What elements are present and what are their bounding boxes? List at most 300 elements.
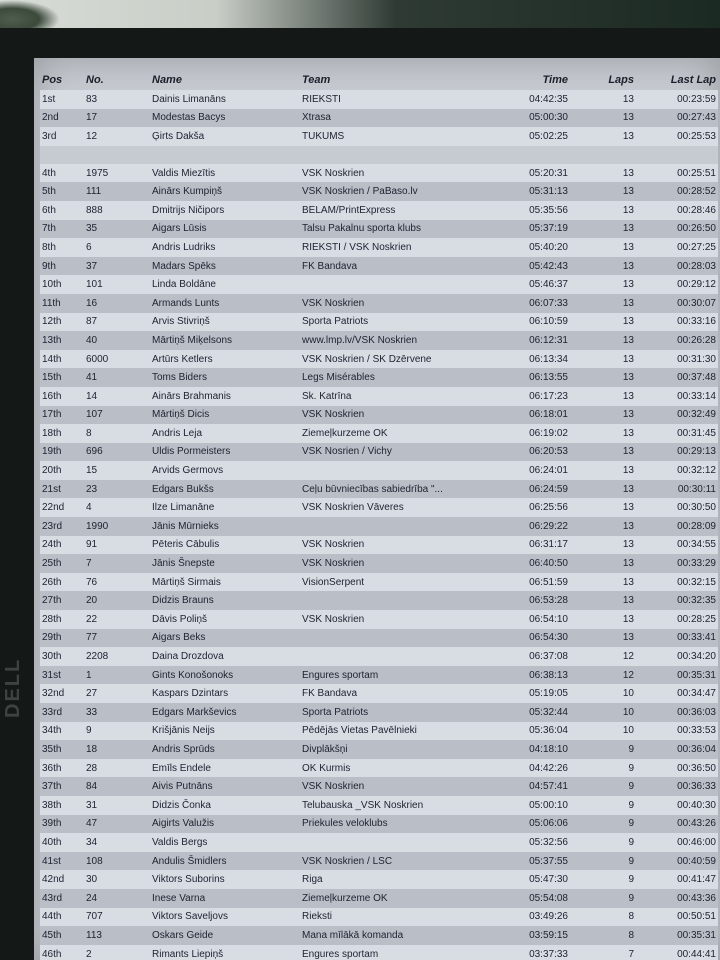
bib-number-cell: 23 bbox=[84, 480, 150, 499]
last-lap-cell: 00:36:50 bbox=[636, 759, 718, 778]
position-cell: 18th bbox=[40, 424, 84, 443]
laps-cell: 13 bbox=[570, 350, 636, 369]
time-cell: 05:37:55 bbox=[474, 852, 570, 871]
bib-number-cell: 888 bbox=[84, 201, 150, 220]
name-cell: Pēteris Cābulis bbox=[150, 536, 300, 555]
name-cell: Arvis Stivriņš bbox=[150, 313, 300, 332]
laps-cell: 9 bbox=[570, 796, 636, 815]
last-lap-cell: 00:41:47 bbox=[636, 870, 718, 889]
name-cell: Ilze Limanāne bbox=[150, 498, 300, 517]
position-cell: 12th bbox=[40, 313, 84, 332]
last-lap-cell: 00:35:31 bbox=[636, 926, 718, 945]
header-row bbox=[40, 58, 718, 90]
name-cell: Toms Biders bbox=[150, 368, 300, 387]
position-cell: 28th bbox=[40, 610, 84, 629]
name-cell: Krišjānis Neijs bbox=[150, 722, 300, 741]
last-lap-cell: 00:37:48 bbox=[636, 368, 718, 387]
time-cell: 06:17:23 bbox=[474, 387, 570, 406]
laps-cell: 12 bbox=[570, 647, 636, 666]
laps-cell: 13 bbox=[570, 461, 636, 480]
bib-number-cell: 14 bbox=[84, 387, 150, 406]
team-cell: Divplākšņi bbox=[300, 740, 474, 759]
laps-cell: 13 bbox=[570, 109, 636, 128]
bib-number-cell: 107 bbox=[84, 406, 150, 425]
position-cell: 24th bbox=[40, 536, 84, 555]
laps-cell: 13 bbox=[570, 90, 636, 109]
laps-cell: 13 bbox=[570, 480, 636, 499]
time-cell: 06:24:59 bbox=[474, 480, 570, 499]
team-cell: VSK Noskrien / LSC bbox=[300, 852, 474, 871]
laps-cell: 9 bbox=[570, 740, 636, 759]
time-cell: 06:37:08 bbox=[474, 647, 570, 666]
position-cell: 36th bbox=[40, 759, 84, 778]
laps-cell: 9 bbox=[570, 759, 636, 778]
table-row bbox=[40, 945, 718, 960]
position-cell: 27th bbox=[40, 591, 84, 610]
team-cell: VisionSerpent bbox=[300, 573, 474, 592]
table-row bbox=[40, 517, 718, 536]
time-cell: 03:37:33 bbox=[474, 945, 570, 960]
position-cell: 25th bbox=[40, 554, 84, 573]
table-row bbox=[40, 109, 718, 128]
laps-cell: 13 bbox=[570, 127, 636, 146]
bib-number-cell: 83 bbox=[84, 90, 150, 109]
last-lap-cell: 00:28:09 bbox=[636, 517, 718, 536]
name-cell: Jānis Mūrnieks bbox=[150, 517, 300, 536]
bib-number-cell: 6 bbox=[84, 238, 150, 257]
last-lap-cell: 00:25:51 bbox=[636, 164, 718, 183]
name-cell: Edgars Markševics bbox=[150, 703, 300, 722]
team-cell: Rieksti bbox=[300, 908, 474, 927]
position-cell: 45th bbox=[40, 926, 84, 945]
time-cell: 05:00:30 bbox=[474, 109, 570, 128]
position-cell: 2nd bbox=[40, 109, 84, 128]
laps-cell: 13 bbox=[570, 331, 636, 350]
table-row bbox=[40, 443, 718, 462]
table-row bbox=[40, 666, 718, 685]
table-row bbox=[40, 926, 718, 945]
last-lap-cell: 00:32:15 bbox=[636, 573, 718, 592]
team-cell: OK Kurmis bbox=[300, 759, 474, 778]
team-cell: VSK Noskrien / SK Dzērvene bbox=[300, 350, 474, 369]
team-cell: VSK Noskrien bbox=[300, 610, 474, 629]
time-cell: 06:20:53 bbox=[474, 443, 570, 462]
name-cell: Aivis Putnāns bbox=[150, 777, 300, 796]
position-cell: 44th bbox=[40, 908, 84, 927]
position-cell: 17th bbox=[40, 406, 84, 425]
time-cell: 06:13:34 bbox=[474, 350, 570, 369]
laps-cell: 9 bbox=[570, 889, 636, 908]
bib-number-cell: 9 bbox=[84, 722, 150, 741]
header-last-lap: Last Lap bbox=[670, 74, 716, 86]
bib-number-cell: 2 bbox=[84, 945, 150, 960]
bib-number-cell: 111 bbox=[84, 182, 150, 201]
last-lap-cell: 00:30:11 bbox=[636, 480, 718, 499]
time-cell: 04:18:10 bbox=[474, 740, 570, 759]
last-lap-cell: 00:25:53 bbox=[636, 127, 718, 146]
position-cell: 33rd bbox=[40, 703, 84, 722]
time-cell: 04:57:41 bbox=[474, 777, 570, 796]
time-cell: 06:13:55 bbox=[474, 368, 570, 387]
last-lap-cell: 00:32:49 bbox=[636, 406, 718, 425]
laps-cell: 10 bbox=[570, 684, 636, 703]
last-lap-cell: 00:30:50 bbox=[636, 498, 718, 517]
last-lap-cell: 00:28:46 bbox=[636, 201, 718, 220]
time-cell: 05:46:37 bbox=[474, 275, 570, 294]
position-cell: 26th bbox=[40, 573, 84, 592]
position-cell: 13th bbox=[40, 331, 84, 350]
time-cell: 05:19:05 bbox=[474, 684, 570, 703]
name-cell: Andulis Šmidlers bbox=[150, 852, 300, 871]
table-row bbox=[40, 554, 718, 573]
last-lap-cell: 00:43:36 bbox=[636, 889, 718, 908]
bib-number-cell: 17 bbox=[84, 109, 150, 128]
bib-number-cell: 28 bbox=[84, 759, 150, 778]
last-lap-cell: 00:30:07 bbox=[636, 294, 718, 313]
bib-number-cell: 15 bbox=[84, 461, 150, 480]
team-cell: Sporta Patriots bbox=[300, 313, 474, 332]
position-cell: 10th bbox=[40, 275, 84, 294]
position-cell: 7th bbox=[40, 220, 84, 239]
team-cell: Sporta Patriots bbox=[300, 703, 474, 722]
laps-cell: 7 bbox=[570, 945, 636, 960]
team-cell: VSK Noskrien bbox=[300, 406, 474, 425]
bib-number-cell: 1990 bbox=[84, 517, 150, 536]
laps-cell: 8 bbox=[570, 908, 636, 927]
team-cell: Engures sportam bbox=[300, 666, 474, 685]
bib-number-cell: 34 bbox=[84, 833, 150, 852]
results-screen bbox=[34, 58, 720, 960]
bib-number-cell: 37 bbox=[84, 257, 150, 276]
table-row bbox=[40, 498, 718, 517]
name-cell: Kaspars Dzintars bbox=[150, 684, 300, 703]
team-cell: www.lmp.lv/VSK Noskrien bbox=[300, 331, 474, 350]
team-cell: Legs Misérables bbox=[300, 368, 474, 387]
position-cell: 4th bbox=[40, 164, 84, 183]
time-cell: 05:00:10 bbox=[474, 796, 570, 815]
position-cell: 11th bbox=[40, 294, 84, 313]
table-row bbox=[40, 852, 718, 871]
laps-cell: 13 bbox=[570, 629, 636, 648]
laps-cell: 10 bbox=[570, 722, 636, 741]
last-lap-cell: 00:34:47 bbox=[636, 684, 718, 703]
team-cell: VSK Noskrien bbox=[300, 294, 474, 313]
team-cell bbox=[300, 833, 474, 852]
time-cell: 05:02:25 bbox=[474, 127, 570, 146]
position-cell: 41st bbox=[40, 852, 84, 871]
bib-number-cell: 8 bbox=[84, 424, 150, 443]
header-name: Name bbox=[152, 74, 182, 86]
name-cell: Viktors Suborins bbox=[150, 870, 300, 889]
name-cell: Artūrs Ketlers bbox=[150, 350, 300, 369]
position-cell: 22nd bbox=[40, 498, 84, 517]
laps-cell: 13 bbox=[570, 498, 636, 517]
table-row bbox=[40, 90, 718, 109]
position-cell: 31st bbox=[40, 666, 84, 685]
table-row bbox=[40, 127, 718, 146]
monitor-logo: DELL bbox=[2, 657, 24, 718]
name-cell: Ainārs Kumpiņš bbox=[150, 182, 300, 201]
time-cell: 06:40:50 bbox=[474, 554, 570, 573]
time-cell: 06:12:31 bbox=[474, 331, 570, 350]
time-cell: 06:38:13 bbox=[474, 666, 570, 685]
last-lap-cell: 00:31:45 bbox=[636, 424, 718, 443]
laps-cell: 13 bbox=[570, 573, 636, 592]
name-cell: Andris Sprūds bbox=[150, 740, 300, 759]
name-cell: Modestas Bacys bbox=[150, 109, 300, 128]
team-cell: Ziemeļkurzeme OK bbox=[300, 889, 474, 908]
time-cell: 05:42:43 bbox=[474, 257, 570, 276]
table-row bbox=[40, 740, 718, 759]
position-cell: 35th bbox=[40, 740, 84, 759]
name-cell: Didzis Čonka bbox=[150, 796, 300, 815]
time-cell: 04:42:26 bbox=[474, 759, 570, 778]
time-cell: 06:18:01 bbox=[474, 406, 570, 425]
laps-cell: 10 bbox=[570, 703, 636, 722]
last-lap-cell: 00:33:14 bbox=[636, 387, 718, 406]
name-cell: Mārtiņš Sirmais bbox=[150, 573, 300, 592]
table-row bbox=[40, 461, 718, 480]
table-row bbox=[40, 368, 718, 387]
team-cell: VSK Nosrien / Vichy bbox=[300, 443, 474, 462]
team-cell bbox=[300, 461, 474, 480]
position-cell: 15th bbox=[40, 368, 84, 387]
table-row bbox=[40, 815, 718, 834]
bib-number-cell: 30 bbox=[84, 870, 150, 889]
name-cell: Andris Leja bbox=[150, 424, 300, 443]
laps-cell: 13 bbox=[570, 387, 636, 406]
team-cell: Ziemeļkurzeme OK bbox=[300, 424, 474, 443]
table-row bbox=[40, 313, 718, 332]
bib-number-cell: 84 bbox=[84, 777, 150, 796]
bib-number-cell: 47 bbox=[84, 815, 150, 834]
table-row bbox=[40, 350, 718, 369]
table-row bbox=[40, 387, 718, 406]
last-lap-cell: 00:36:04 bbox=[636, 740, 718, 759]
position-cell: 43rd bbox=[40, 889, 84, 908]
time-cell: 05:32:56 bbox=[474, 833, 570, 852]
name-cell: Armands Lunts bbox=[150, 294, 300, 313]
laps-cell: 13 bbox=[570, 294, 636, 313]
team-cell: VSK Noskrien bbox=[300, 777, 474, 796]
header-no: No. bbox=[86, 74, 104, 86]
bib-number-cell: 31 bbox=[84, 796, 150, 815]
table-row bbox=[40, 424, 718, 443]
bib-number-cell: 77 bbox=[84, 629, 150, 648]
name-cell: Aigirts Valužis bbox=[150, 815, 300, 834]
name-cell: Dainis Limanāns bbox=[150, 90, 300, 109]
bib-number-cell: 108 bbox=[84, 852, 150, 871]
position-cell: 9th bbox=[40, 257, 84, 276]
team-cell: RIEKSTI / VSK Noskrien bbox=[300, 238, 474, 257]
position-cell: 46th bbox=[40, 945, 84, 960]
table-row bbox=[40, 703, 718, 722]
position-cell: 14th bbox=[40, 350, 84, 369]
position-cell: 16th bbox=[40, 387, 84, 406]
team-cell: Pēdējās Vietas Pavēlnieki bbox=[300, 722, 474, 741]
name-cell: Oskars Geide bbox=[150, 926, 300, 945]
position-cell: 42nd bbox=[40, 870, 84, 889]
bib-number-cell: 87 bbox=[84, 313, 150, 332]
laps-cell: 9 bbox=[570, 870, 636, 889]
table-row bbox=[40, 870, 718, 889]
table-row bbox=[40, 294, 718, 313]
table-row bbox=[40, 257, 718, 276]
team-cell: FK Bandava bbox=[300, 684, 474, 703]
position-cell: 39th bbox=[40, 815, 84, 834]
name-cell: Andris Ludriks bbox=[150, 238, 300, 257]
laps-cell: 13 bbox=[570, 164, 636, 183]
table-row bbox=[40, 201, 718, 220]
team-cell: Xtrasa bbox=[300, 109, 474, 128]
laps-cell: 12 bbox=[570, 666, 636, 685]
team-cell bbox=[300, 591, 474, 610]
name-cell: Didzis Brauns bbox=[150, 591, 300, 610]
laps-cell: 13 bbox=[570, 406, 636, 425]
last-lap-cell: 00:32:35 bbox=[636, 591, 718, 610]
laps-cell: 13 bbox=[570, 313, 636, 332]
name-cell: Inese Varna bbox=[150, 889, 300, 908]
header-laps: Laps bbox=[608, 74, 634, 86]
name-cell: Valdis Miezītis bbox=[150, 164, 300, 183]
bib-number-cell: 91 bbox=[84, 536, 150, 555]
bib-number-cell: 35 bbox=[84, 220, 150, 239]
position-cell: 21st bbox=[40, 480, 84, 499]
table-row bbox=[40, 684, 718, 703]
last-lap-cell: 00:34:20 bbox=[636, 647, 718, 666]
team-cell: BELAM/PrintExpress bbox=[300, 201, 474, 220]
name-cell: Viktors Saveljovs bbox=[150, 908, 300, 927]
name-cell: Dmitrijs Ničipors bbox=[150, 201, 300, 220]
bib-number-cell: 33 bbox=[84, 703, 150, 722]
last-lap-cell: 00:44:41 bbox=[636, 945, 718, 960]
time-cell: 06:29:22 bbox=[474, 517, 570, 536]
last-lap-cell: 00:36:03 bbox=[636, 703, 718, 722]
last-lap-cell: 00:27:25 bbox=[636, 238, 718, 257]
table-row bbox=[40, 722, 718, 741]
laps-cell: 13 bbox=[570, 443, 636, 462]
table-row bbox=[40, 591, 718, 610]
bib-number-cell: 7 bbox=[84, 554, 150, 573]
time-cell: 05:32:44 bbox=[474, 703, 570, 722]
time-cell: 05:36:04 bbox=[474, 722, 570, 741]
position-cell: 8th bbox=[40, 238, 84, 257]
name-cell: Valdis Bergs bbox=[150, 833, 300, 852]
team-cell bbox=[300, 629, 474, 648]
laps-cell: 13 bbox=[570, 275, 636, 294]
time-cell: 06:19:02 bbox=[474, 424, 570, 443]
table-row bbox=[40, 908, 718, 927]
bib-number-cell: 24 bbox=[84, 889, 150, 908]
time-cell: 05:06:06 bbox=[474, 815, 570, 834]
table-row bbox=[40, 536, 718, 555]
position-cell: 29th bbox=[40, 629, 84, 648]
last-lap-cell: 00:23:59 bbox=[636, 90, 718, 109]
team-cell: Sk. Katrīna bbox=[300, 387, 474, 406]
table-row bbox=[40, 480, 718, 499]
name-cell: Aigars Beks bbox=[150, 629, 300, 648]
name-cell: Mārtiņš Dicis bbox=[150, 406, 300, 425]
time-cell: 05:20:31 bbox=[474, 164, 570, 183]
time-cell: 03:49:26 bbox=[474, 908, 570, 927]
time-cell: 05:40:20 bbox=[474, 238, 570, 257]
table-row bbox=[40, 573, 718, 592]
last-lap-cell: 00:35:31 bbox=[636, 666, 718, 685]
results-table bbox=[40, 58, 718, 960]
table-row bbox=[40, 889, 718, 908]
team-cell bbox=[300, 647, 474, 666]
gap-cell bbox=[40, 146, 718, 164]
table-row bbox=[40, 796, 718, 815]
position-cell: 30th bbox=[40, 647, 84, 666]
position-cell: 34th bbox=[40, 722, 84, 741]
bib-number-cell: 4 bbox=[84, 498, 150, 517]
table-row bbox=[40, 220, 718, 239]
time-cell: 06:24:01 bbox=[474, 461, 570, 480]
table-row bbox=[40, 406, 718, 425]
table-row bbox=[40, 833, 718, 852]
position-cell: 19th bbox=[40, 443, 84, 462]
laps-cell: 13 bbox=[570, 554, 636, 573]
laps-cell: 13 bbox=[570, 257, 636, 276]
name-cell: Aigars Lūsis bbox=[150, 220, 300, 239]
laps-cell: 8 bbox=[570, 926, 636, 945]
time-cell: 04:42:35 bbox=[474, 90, 570, 109]
bib-number-cell: 2208 bbox=[84, 647, 150, 666]
last-lap-cell: 00:29:12 bbox=[636, 275, 718, 294]
time-cell: 06:25:56 bbox=[474, 498, 570, 517]
table-row bbox=[40, 182, 718, 201]
team-cell: VSK Noskrien bbox=[300, 554, 474, 573]
header-team: Team bbox=[302, 74, 331, 86]
name-cell: Jānis Šnepste bbox=[150, 554, 300, 573]
last-lap-cell: 00:29:13 bbox=[636, 443, 718, 462]
time-cell: 06:53:28 bbox=[474, 591, 570, 610]
header-pos: Pos bbox=[42, 74, 63, 86]
time-cell: 06:31:17 bbox=[474, 536, 570, 555]
name-cell: Mārtiņš Miķelsons bbox=[150, 331, 300, 350]
name-cell: Rimants Liepiņš bbox=[150, 945, 300, 960]
position-cell: 1st bbox=[40, 90, 84, 109]
last-lap-cell: 00:27:43 bbox=[636, 109, 718, 128]
position-cell: 32nd bbox=[40, 684, 84, 703]
last-lap-cell: 00:28:52 bbox=[636, 182, 718, 201]
name-cell: Gints Konošonoks bbox=[150, 666, 300, 685]
laps-cell: 9 bbox=[570, 815, 636, 834]
time-cell: 05:37:19 bbox=[474, 220, 570, 239]
bib-number-cell: 12 bbox=[84, 127, 150, 146]
last-lap-cell: 00:31:30 bbox=[636, 350, 718, 369]
table-row bbox=[40, 759, 718, 778]
position-cell: 5th bbox=[40, 182, 84, 201]
bib-number-cell: 76 bbox=[84, 573, 150, 592]
bib-number-cell: 101 bbox=[84, 275, 150, 294]
team-cell: Mana mīlākā komanda bbox=[300, 926, 474, 945]
team-cell: FK Bandava bbox=[300, 257, 474, 276]
bib-number-cell: 20 bbox=[84, 591, 150, 610]
time-cell: 05:47:30 bbox=[474, 870, 570, 889]
name-cell: Uldis Pormeisters bbox=[150, 443, 300, 462]
team-cell: Riga bbox=[300, 870, 474, 889]
laps-cell: 13 bbox=[570, 220, 636, 239]
team-cell: Priekules veloklubs bbox=[300, 815, 474, 834]
bib-number-cell: 707 bbox=[84, 908, 150, 927]
table-row bbox=[40, 331, 718, 350]
laps-cell: 13 bbox=[570, 201, 636, 220]
name-cell: Dāvis Poliņš bbox=[150, 610, 300, 629]
position-cell: 38th bbox=[40, 796, 84, 815]
last-lap-cell: 00:40:30 bbox=[636, 796, 718, 815]
